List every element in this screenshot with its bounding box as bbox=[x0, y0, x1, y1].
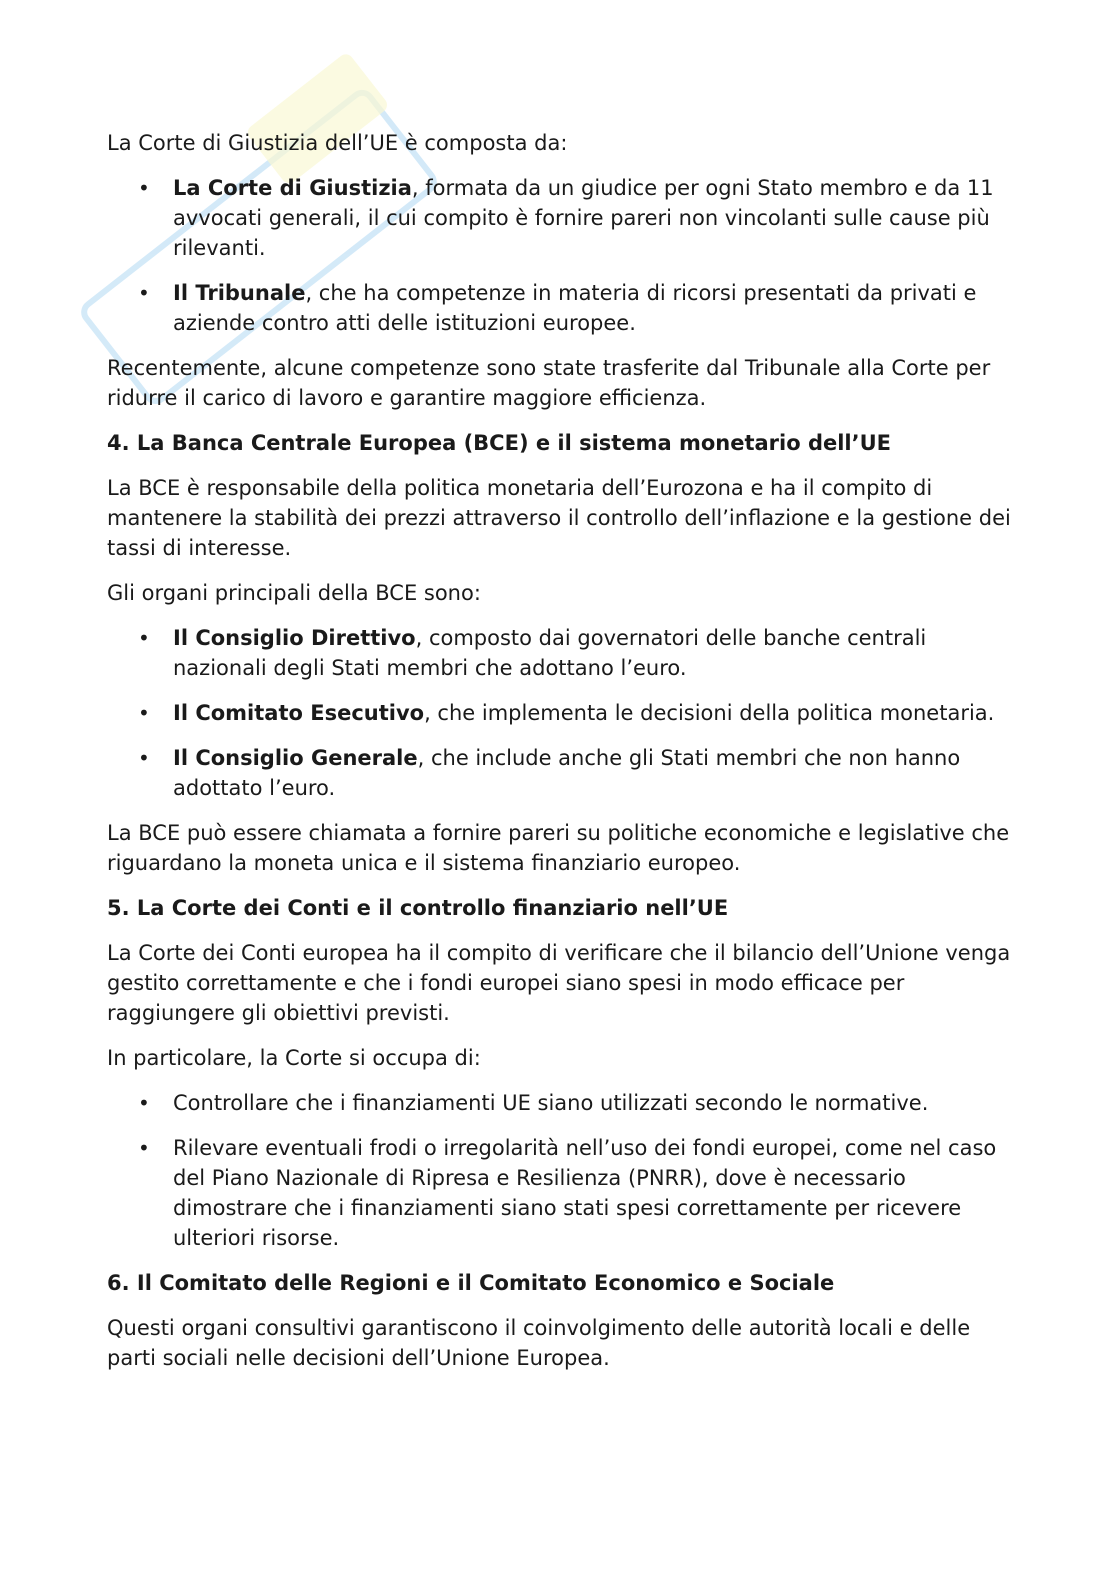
list-organi-bce bbox=[107, 623, 1012, 803]
document-page bbox=[107, 128, 1012, 1388]
bullet-icon: • bbox=[138, 1136, 150, 1160]
paragraph-intro-corte: La Corte di Giustizia dell’UE è composta da: bbox=[107, 131, 568, 155]
bullet-icon: • bbox=[138, 176, 150, 200]
list-item-text: , che ha competenze in materia di ricorsi presentati da privati e aziende contro atti delle istituzioni europee. bbox=[173, 281, 977, 335]
list-item bbox=[107, 1133, 1012, 1253]
heading-section-4: 4. La Banca Centrale Europea (BCE) e il sistema monetario dell’UE bbox=[107, 431, 892, 455]
heading-section-6: 6. Il Comitato delle Regioni e il Comitato Economico e Sociale bbox=[107, 1271, 835, 1295]
list-item-text: , composto dai governatori delle banche centrali nazionali degli Stati membri che adottano l’euro. bbox=[173, 626, 927, 680]
list-item bbox=[107, 698, 1012, 728]
list-item bbox=[107, 743, 1012, 803]
paragraph-bce: La BCE è responsabile della politica monetaria dell’Eurozona e ha il compito di mantenere la stabilità dei prezzi attraverso il controllo dell’inflazione e la gestione dei tassi di interesse. bbox=[107, 476, 1011, 560]
list-corte-composition bbox=[107, 173, 1012, 338]
paragraph-organi-bce: Gli organi principali della BCE sono: bbox=[107, 581, 481, 605]
list-item bbox=[107, 1088, 1012, 1118]
list-corte-conti-tasks bbox=[107, 1088, 1012, 1253]
paragraph-recentemente: Recentemente, alcune competenze sono state trasferite dal Tribunale alla Corte per ridurre il carico di lavoro e garantire maggiore efficienza. bbox=[107, 356, 991, 410]
heading-section-5: 5. La Corte dei Conti e il controllo finanziario nell’UE bbox=[107, 896, 729, 920]
list-item-bold: Il Consiglio Direttivo bbox=[173, 626, 416, 650]
paragraph-corte-conti: La Corte dei Conti europea ha il compito di verificare che il bilancio dell’Unione venga gestito correttamente e che i fondi europei siano spesi in modo efficace per raggiungere gli obiettivi previsti. bbox=[107, 941, 1011, 1025]
paragraph-bce-pareri: La BCE può essere chiamata a fornire pareri su politiche economiche e legislative che riguardano la moneta unica e il sistema finanziario europeo. bbox=[107, 821, 1010, 875]
list-item-text: Controllare che i finanziamenti UE siano utilizzati secondo le normative. bbox=[173, 1091, 929, 1115]
list-item bbox=[107, 623, 1012, 683]
paragraph-corte-occupa: In particolare, la Corte si occupa di: bbox=[107, 1046, 481, 1070]
list-item-text: , che include anche gli Stati membri che non hanno adottato l’euro. bbox=[173, 746, 961, 800]
paragraph-comitati: Questi organi consultivi garantiscono il coinvolgimento delle autorità locali e delle parti sociali nelle decisioni dell’Unione Europea. bbox=[107, 1316, 971, 1370]
list-item-text: , formata da un giudice per ogni Stato membro e da 11 avvocati generali, il cui compito è fornire pareri non vincolanti sulle cause più rilevanti. bbox=[173, 176, 994, 260]
bullet-icon: • bbox=[138, 626, 150, 650]
list-item-text: Rilevare eventuali frodi o irregolarità nell’uso dei fondi europei, come nel caso del Piano Nazionale di Ripresa e Resilienza (PNRR), dove è necessario dimostrare che i finanziamenti siano stati spesi correttamente per ricevere ulteriori risorse. bbox=[173, 1136, 997, 1250]
list-item bbox=[107, 173, 1012, 263]
list-item-bold: La Corte di Giustizia bbox=[173, 176, 412, 200]
bullet-icon: • bbox=[138, 1091, 150, 1115]
bullet-icon: • bbox=[138, 701, 150, 725]
bullet-icon: • bbox=[138, 281, 150, 305]
bullet-icon: • bbox=[138, 746, 150, 770]
list-item-text: , che implementa le decisioni della politica monetaria. bbox=[424, 701, 995, 725]
list-item-bold: Il Consiglio Generale bbox=[173, 746, 418, 770]
list-item bbox=[107, 278, 1012, 338]
list-item-bold: Il Comitato Esecutivo bbox=[173, 701, 425, 725]
list-item-bold: Il Tribunale bbox=[173, 281, 306, 305]
